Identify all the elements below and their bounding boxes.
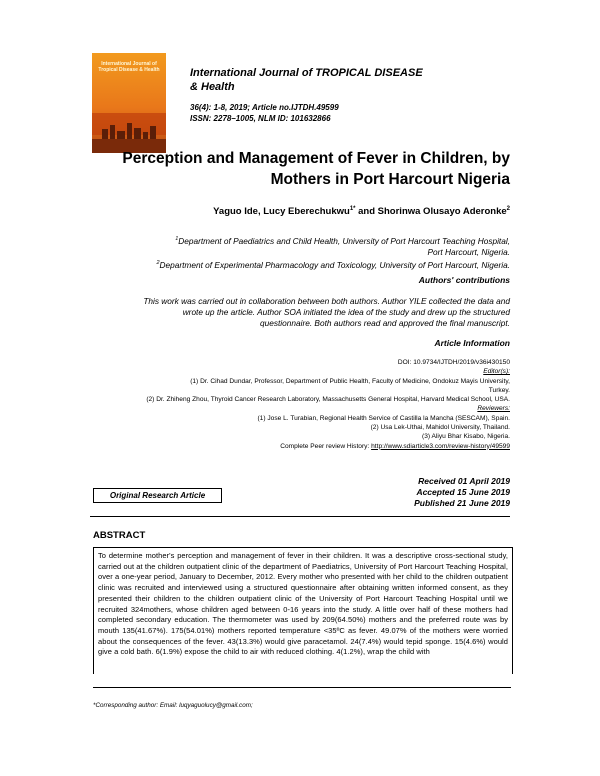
received-date: Received 01 April 2019 (418, 476, 510, 486)
author-1-affiliation-mark: 1* (349, 206, 356, 212)
reviewer-2: (2) Usa Lek-Uthai, Mahidol University, Thailand. (370, 424, 510, 432)
abstract-box (93, 547, 513, 674)
author-list (60, 206, 510, 217)
abstract-heading: ABSTRACT (93, 530, 146, 541)
accepted-date: Accepted 15 June 2019 (416, 487, 510, 497)
editor-1-country: Turkey. (488, 386, 510, 394)
footnote-divider (93, 687, 511, 688)
journal-title-line1: International Journal of TROPICAL DISEASE (190, 67, 423, 79)
paper-title (60, 148, 510, 190)
contributions-line3: questionnaire. Both authors read and approved the final manuscript. (260, 318, 510, 328)
contributions-heading: Authors' contributions (418, 275, 510, 285)
cover-skyline-graphic (100, 121, 158, 139)
reviewer-3: (3) Aliyu Bhar Kisabo, Nigeria. (422, 433, 510, 441)
article-info-block (40, 358, 510, 451)
article-info-heading: Article Information (434, 338, 510, 348)
editor-2: (2) Dr. Zhiheng Zhou, Thyroid Cancer Research Laboratory, Massachusetts General Hospital, Harvard Medical School, USA. (146, 396, 510, 404)
reviewers-label: Reviewers: (477, 405, 510, 413)
affiliation-2-mark: 2 (156, 259, 160, 266)
journal-issn: ISSN: 2278–1005, NLM ID: 101632866 (190, 114, 331, 123)
journal-meta (190, 102, 339, 124)
author-2: and Shorinwa Olusayo Aderonke (355, 206, 507, 218)
article-type-badge: Original Research Article (93, 488, 222, 503)
abstract-text: To determine mother's perception and management of fever in their children. It was a descriptive cross-sectional study, carried out at the children outpatient clinic of the department of Paediatrics, University of Port Harcourt Teaching Hospital, over a one-year period, January to December, 2012. Every mother who presented with her child to the children outpatient clinic was recruited and interviewed using a structured questionnaire after obtaining written informed consent, as they presented their children to the children outpatient clinic of the University of Port Harcourt Teaching Hospital until we recruited 324mothers, whose children aged between 0-16 years into the study. A little over half of these mothers had completed secondary education. The thermometer was used by 209(64.50%) mothers and the preferred route was by mouth 135(41.67%). 175(54.01%) mothers reported temperature <35ºC as fever. 49.07% of the mothers were worried about the consequences of the fever. 43(13.3%) would give paracetamol. 24(7.4%) would tepid sponge. 15(4.6%) would give a cold bath. 6(1.9%) expose the child to air with reduced clothing. 4(1.2%), wrap the child with (98, 551, 508, 657)
affiliation-2-line1: Department of Experimental Pharmacology and Toxicology, University of Port Harcourt, Nigeria. (159, 259, 510, 270)
divider (90, 516, 510, 517)
affiliations (60, 234, 510, 271)
editors-label: Editor(s): (483, 368, 510, 376)
publication-dates (300, 476, 510, 509)
affiliation-1 (60, 234, 510, 247)
affiliation-1-line2: Port Harcourt, Nigeria. (427, 246, 510, 257)
cover-title: International Journal of Tropical Disease & Health (98, 61, 160, 73)
journal-title (190, 66, 490, 94)
affiliation-1-mark: 1 (175, 236, 179, 242)
journal-title-line2: & Health (190, 81, 235, 93)
paper-title-line1: Perception and Management of Fever in Children, by (122, 150, 510, 167)
review-history-link[interactable]: http://www.sdiarticle3.com/review-history/49599 (371, 442, 510, 450)
author-1: Yaguo Ide, Lucy Eberechukwu (213, 206, 350, 218)
author-2-affiliation-mark: 2 (506, 206, 510, 212)
corresponding-author-footnote: *Corresponding author: Email: luqyaguolucy@gmail.com; (93, 702, 253, 709)
editor-1: (1) Dr. Cihad Dundar, Professor, Department of Public Health, Faculty of Medicine, Ondokuz Mayis University, (190, 377, 510, 385)
journal-citation: 36(4): 1-8, 2019; Article no.IJTDH.49599 (190, 103, 339, 112)
review-history-label: Complete Peer review History: (280, 442, 372, 450)
contributions-text (60, 296, 510, 329)
published-date: Published 21 June 2019 (414, 498, 510, 508)
review-history (40, 442, 510, 451)
paper-title-line2: Mothers in Port Harcourt Nigeria (270, 171, 510, 188)
affiliation-2 (60, 258, 510, 271)
journal-cover-image (92, 53, 166, 153)
contributions-line1: This work was carried out in collaboration between both authors. Author YILE collected the data and (143, 296, 510, 306)
doi: DOI: 10.9734/IJTDH/2019/v36i430150 (397, 359, 510, 366)
reviewer-1: (1) Jose L. Turabian, Regional Health Service of Castilla la Mancha (SESCAM), Spain. (257, 414, 510, 422)
affiliation-1-line1: Department of Paediatrics and Child Health, University of Port Harcourt Teaching Hospital, (178, 235, 510, 246)
contributions-line2: wrote up the article. Author SOA initiated the idea of the study and drew up the structured (182, 307, 510, 317)
